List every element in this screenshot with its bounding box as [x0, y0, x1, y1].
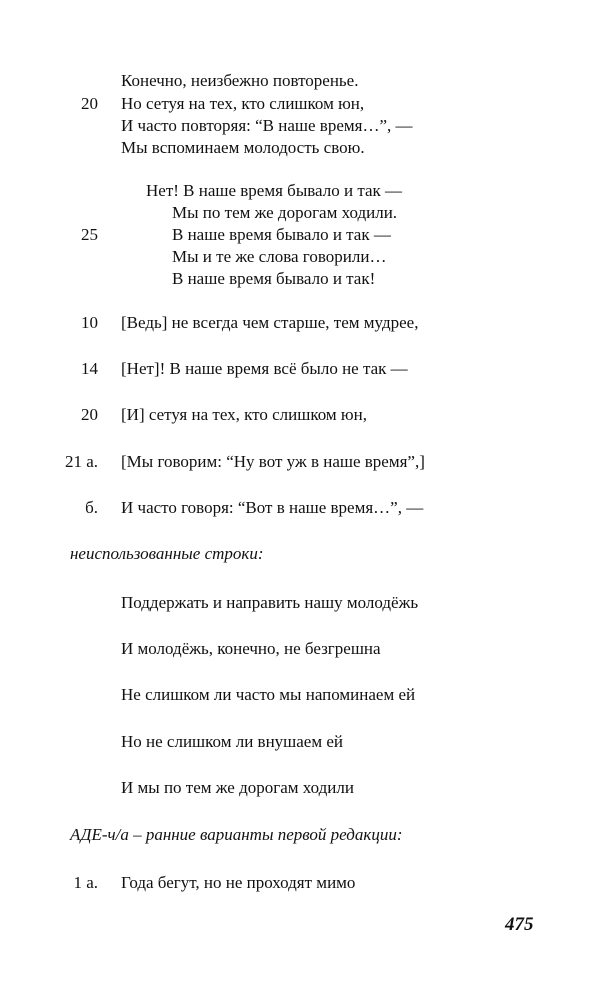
poem-line: Конечно, неизбежно повторенье.: [121, 71, 359, 90]
unused-lines-heading: неиспользованные строки:: [70, 544, 264, 563]
variant-number: 14: [81, 359, 98, 378]
page-number: 475: [505, 914, 534, 935]
poem-line: Нет! В наше время бывало и так —: [146, 181, 403, 200]
unused-line: Поддержать и направить нашу молодёжь: [121, 593, 419, 612]
variant-line: [Нет]! В наше время всё было не так —: [121, 359, 408, 378]
poem-line: Мы вспоминаем молодость свою.: [121, 138, 365, 157]
poem-line: Мы и те же слова говорили…: [172, 247, 387, 266]
variant-line: [И] сетуя на тех, кто слишком юн,: [121, 405, 367, 424]
variant-line: [Ведь] не всегда чем старше, тем мудрее,: [121, 313, 419, 332]
variant-number: 1 а.: [73, 873, 98, 892]
unused-line: Но не слишком ли внушаем ей: [121, 732, 344, 751]
poem-line: В наше время бывало и так!: [172, 269, 376, 288]
poem-line: И часто повторяя: “В наше время…”, —: [121, 116, 413, 135]
variant-number: 20: [81, 405, 98, 424]
line-number: 25: [81, 225, 98, 244]
unused-line: И мы по тем же дорогам ходили: [121, 778, 354, 797]
unused-line: Не слишком ли часто мы напоминаем ей: [121, 685, 416, 704]
poem-line: Мы по тем же дорогам ходили.: [172, 203, 398, 222]
early-variants-heading: АДЕ-ч/а – ранние варианты первой редакции:: [70, 825, 403, 844]
variant-number: б.: [85, 498, 98, 517]
poem-line: В наше время бывало и так —: [172, 225, 391, 244]
variant-line: И часто говоря: “Вот в наше время…”, —: [121, 498, 424, 517]
unused-line: И молодёжь, конечно, не безгрешна: [121, 639, 381, 658]
variant-line: Года бегут, но не проходят мимо: [121, 873, 356, 892]
variant-number: 10: [81, 313, 98, 332]
line-number: 20: [81, 94, 98, 113]
variant-line: [Мы говорим: “Ну вот уж в наше время”,]: [121, 452, 425, 471]
variant-number: 21 а.: [64, 452, 98, 471]
poem-line: Но сетуя на тех, кто слишком юн,: [121, 94, 365, 113]
